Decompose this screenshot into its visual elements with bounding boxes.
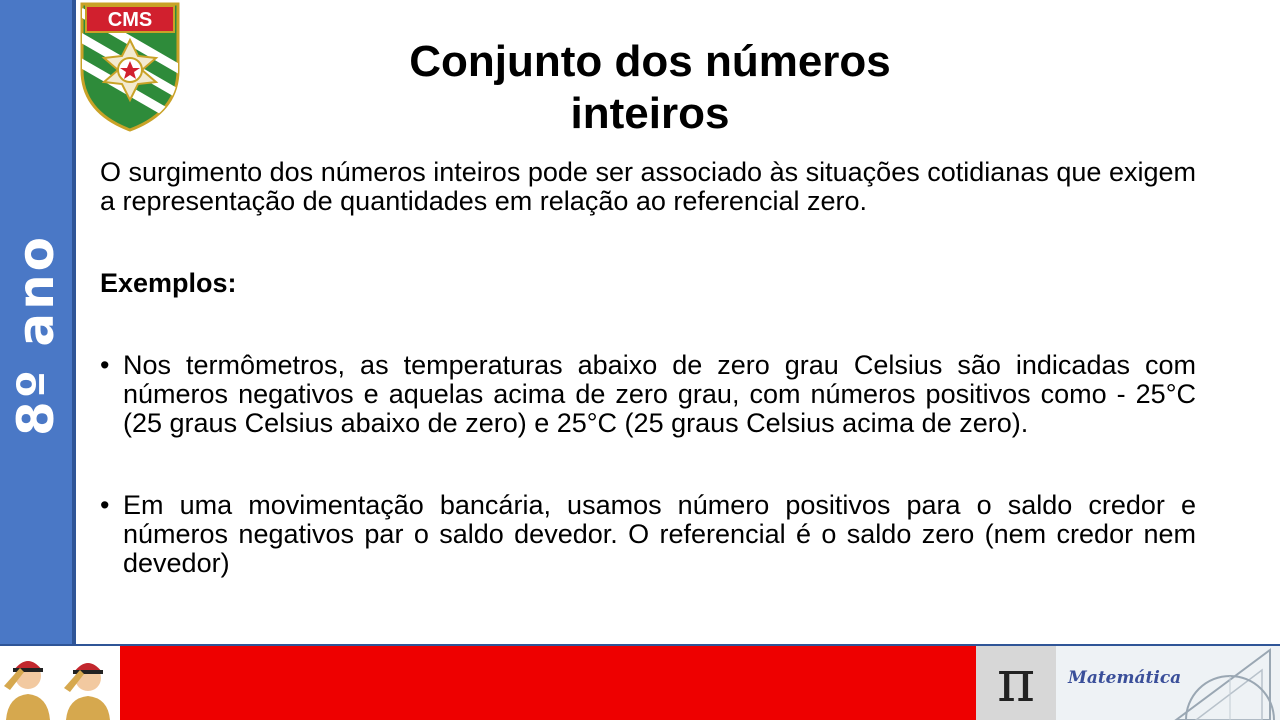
pi-symbol: π: [996, 647, 1036, 715]
pi-icon: [976, 646, 1056, 720]
bullet-item-bank: [100, 491, 1196, 578]
math-logo: [976, 646, 1280, 720]
red-band: [120, 646, 976, 720]
intro-paragraph: O surgimento dos números inteiros pode ser associado às situações cotidianas que exigem a representação de quantidades em relação ao referencial zero.: [100, 157, 1196, 216]
bullet-dot: •: [100, 490, 110, 520]
svg-text:CMS: CMS: [107, 9, 153, 31]
content-body: [100, 158, 1196, 578]
examples-heading: Exemplos:: [100, 268, 237, 298]
bullet-dot: •: [100, 350, 110, 380]
school-crest-logo: [78, 0, 182, 132]
sidebar-bar: [0, 0, 76, 646]
bullet-text: Em uma movimentação bancária, usamos número positivos para o saldo credor e números negativos par o saldo devedor. O referencial é o saldo zero (nem credor nem devedor): [123, 490, 1196, 578]
bullet-item-thermometer: [100, 351, 1196, 438]
bullet-text: Nos termômetros, as temperaturas abaixo de zero grau Celsius são indicadas com números negativos e aquelas acima de zero grau, com números positivos como - 25°C (25 graus Celsius abaixo de zero) e 25°C (25 graus Celsius acima de zero).: [123, 350, 1196, 438]
subject-label: Matemática: [1068, 668, 1182, 688]
grade-label: 8º ano: [7, 233, 65, 437]
page-title: [250, 36, 1050, 140]
footer-banner: [0, 644, 1280, 720]
cadets-illustration: [0, 646, 120, 720]
title-line-1: Conjunto dos números: [409, 37, 891, 86]
title-line-2: inteiros: [570, 89, 730, 138]
geometry-tools-icon: [1166, 646, 1280, 720]
